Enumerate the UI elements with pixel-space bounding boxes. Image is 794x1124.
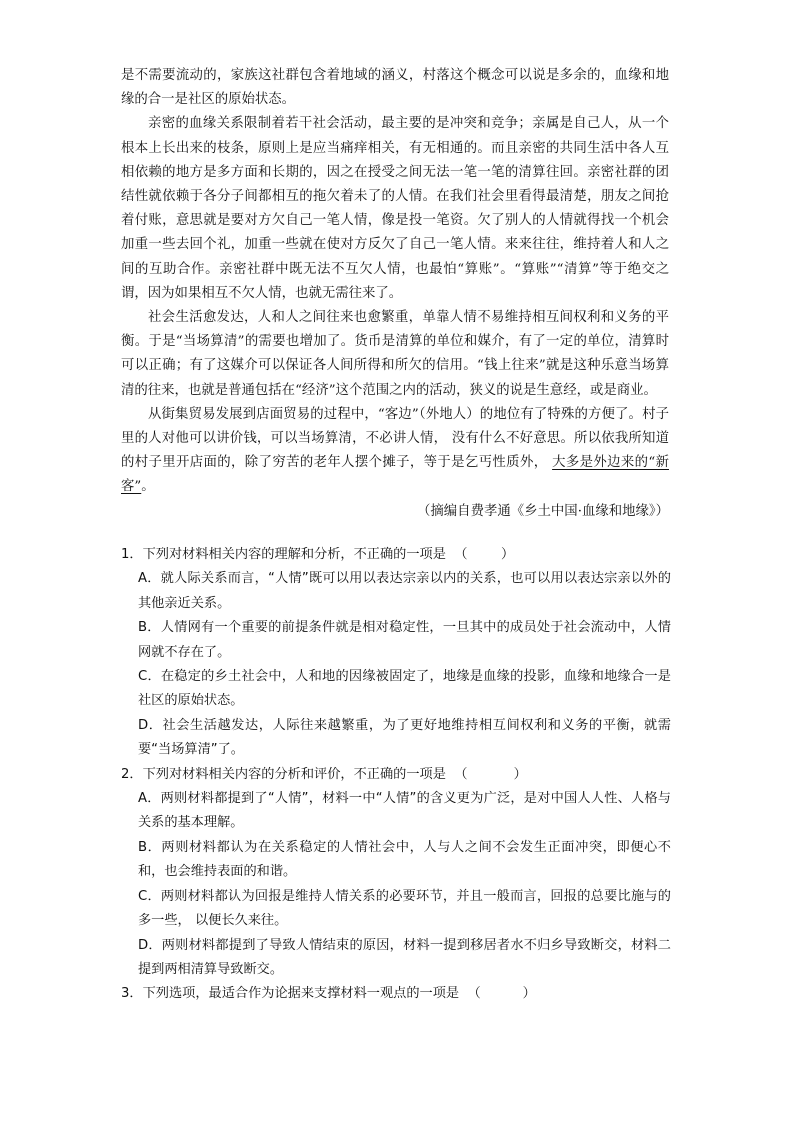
question-3 [121, 982, 671, 1006]
question-1-stem: 1．下列对材料相关内容的理解和分析，不正确的一项是 （ ） [121, 547, 515, 562]
underlined-phrase: 大多是外边来的“新客” [121, 455, 669, 495]
question-list [121, 543, 671, 1007]
question-2 [121, 763, 671, 983]
paragraph-4-end: 。 [141, 479, 155, 495]
question-2-stem: 2．下列对材料相关内容的分析和评价，不正确的一项是 （ ） [121, 766, 527, 782]
passage-paragraph-2: 亲密的血缘关系限制着若干社会活动，最主要的是冲突和竞争；亲属是自己人，从一个根本上长出来的枝条，原则上是应当痛痒相关，有无相通的。而且亲密的共同生活中各人互相依赖的地方是多方面和长期的，因之在授受之间无法一笔一笔的清算往回。亲密社群的团结性就依赖于各分子间都相互的拖欠着未了的人情。在我们社会里看得最清楚，朋友之间抢着付账，意思就是要对方欠自己一笔人情，像是投一笔资。欠了别人的人情就得找一个机会加重一些去回个礼，加重一些就在使对方反欠了自己一笔人情。来来往往，维持着人和人之间的互助合作。亲密社群中既无法不互欠人情，也最怕“算账”。“算账”“清算”等于绝交之谓，因为如果相互不欠人情，也就无需往来了。 [121, 116, 669, 301]
question-1-option-a: A．就人际关系而言，“人情”既可以用以表达宗亲以内的关系，也可以用以表达宗亲以外的其他亲近关系。 [138, 571, 671, 611]
passage-paragraph-4 [121, 403, 669, 500]
question-2-option-a: A．两则材料都提到了“人情”，材料一中“人情”的含义更为广泛，是对中国人人性、人格与关系的基本理解。 [138, 791, 671, 831]
question-1 [121, 543, 671, 763]
question-1-option-d: D．社会生活越发达，人际往来越繁重，为了更好地维持相互间权利和义务的平衡，就需要“当场算清”了。 [138, 717, 671, 758]
question-2-option-b: B．两则材料都认为在关系稳定的人情社会中，人与人之间不会发生正面冲突，即便心不和，也会维持表面的和谐。 [138, 839, 671, 880]
question-1-option-c: C．在稳定的乡土社会中，人和地的因缘被固定了，地缘是血缘的投影，血缘和地缘合一是社区的原始状态。 [138, 669, 671, 709]
question-2-option-c: C．两则材料都认为回报是维持人情关系的必要环节，并且一般而言，回报的总要比施与的多一些， 以便长久来往。 [138, 888, 671, 929]
question-1-option-b: B．人情网有一个重要的前提条件就是相对稳定性，一旦其中的成员处于社会流动中，人情网就不存在了。 [138, 620, 671, 660]
question-2-option-d: D．两则材料都提到了导致人情结束的原因，材料一提到移居者水不归乡导致断交，材料二提到两相清算导致断交。 [138, 937, 671, 977]
source-citation: （摘编自费孝通《乡土中国·血缘和地缘》） [417, 503, 669, 519]
reading-passage [121, 64, 669, 524]
passage-paragraph-3: 社会生活愈发达，人和人之间往来也愈繁重，单靠人情不易维持相互间权利和义务的平衡。于是“当场算清”的需要也增加了。货币是清算的单位和媒介，有了一定的单位，清算时可以正确；有了这媒介可以保证各人间所得和所欠的信用。“钱上往来”就是这种乐意当场算清的往来，也就是普通包括在“经济”这个范围之内的活动，狭义的说是生意经，或是商业。 [121, 310, 669, 398]
question-3-stem: 3．下列选项，最适合作为论据来支撑材料一观点的一项是 （ ） [121, 986, 536, 1002]
passage-paragraph-1: 是不需要流动的，家族这社群包含着地域的涵义，村落这个概念可以说是多余的，血缘和地缘的合一是社区的原始状态。 [121, 68, 669, 108]
passage-paragraph-4-text: 从街集贸易发展到店面贸易的过程中，“客边”（外地人）的地位有了特殊的方便了。村子里的人对他可以讲价钱，可以当场算清，不必讲人情， 没有什么不好意思。所以依我所知道的村子里开店面的，除了穷苦的老年人摆个摊子，等于是乞丐性质外， [121, 406, 669, 471]
